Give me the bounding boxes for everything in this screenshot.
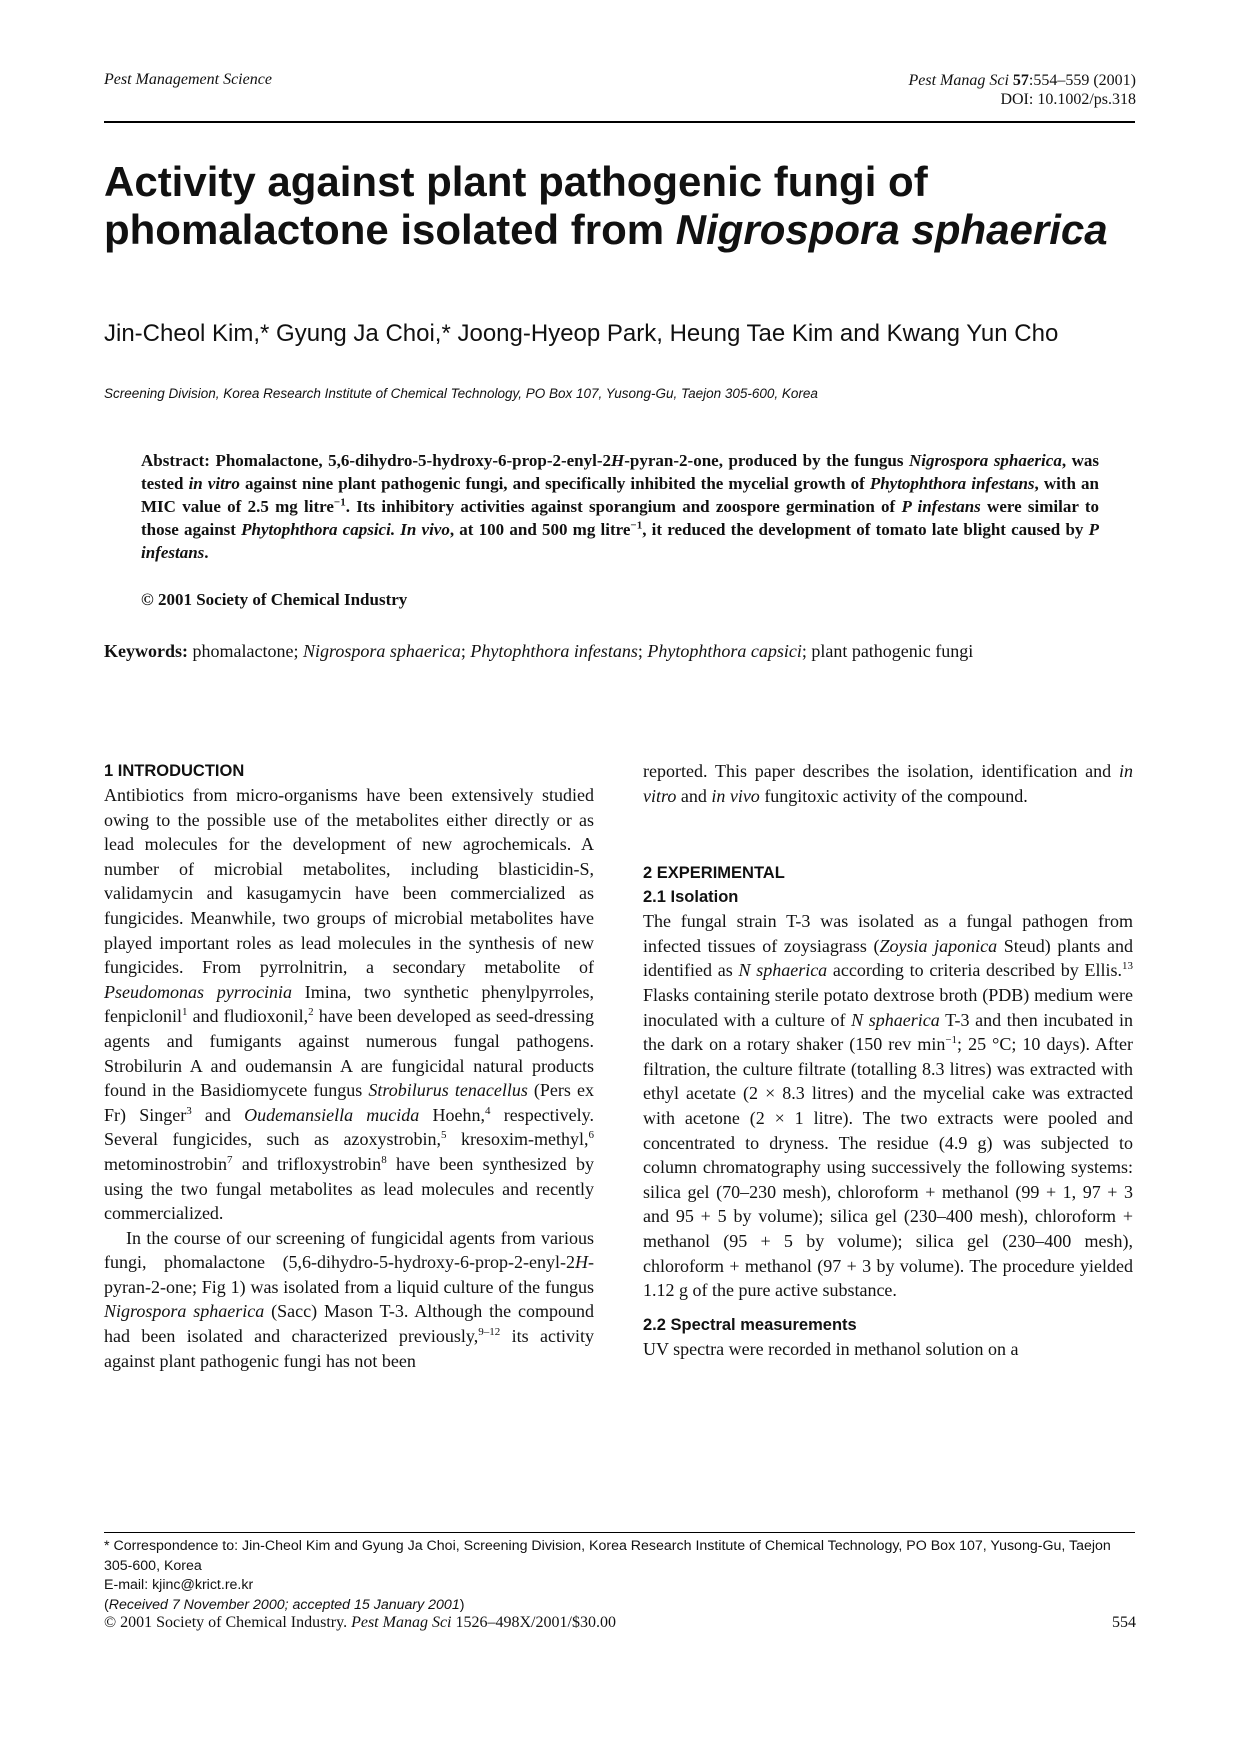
received-text: Received 7 November 2000; accepted 15 January 2001	[108, 1596, 460, 1613]
article-title	[104, 158, 1135, 254]
abstract	[141, 449, 1099, 564]
body-text: according to criteria described by Ellis.	[827, 960, 1122, 981]
body-text: (Pers ex Fr) Singer	[104, 1080, 594, 1125]
affiliation: Screening Division, Korea Research Institute of Chemical Technology, PO Box 107, Yusong-Gu, Taejon 305-600, Korea	[104, 386, 818, 401]
body-text: Steud) plants and identified as	[643, 935, 1134, 981]
body-italic: N sphaerica	[738, 960, 828, 981]
body-text: have been synthesized by using the two fungal metabolites as lead molecules and recently commercialized.	[104, 1153, 595, 1224]
subsection-heading-spectral: 2.2 Spectral measurements	[643, 1315, 857, 1334]
paren: (	[104, 1596, 109, 1613]
body-italic: Zoysia japonica	[879, 935, 998, 956]
citation-ref: 7	[227, 1153, 233, 1166]
keywords	[104, 640, 1135, 663]
abstract-text: . Its inhibitory activities against sporangium and zoospore germination of	[345, 497, 902, 516]
citation-abbrev: Pest Manag Sci	[908, 72, 1009, 89]
body-text: T-3 and then incubated in the dark on a rotary shaker (150 rev min	[643, 1009, 1133, 1055]
abstract-text: .	[204, 543, 209, 562]
body-column-left	[104, 759, 594, 1373]
abstract-italic: H	[611, 451, 625, 470]
paren: )	[459, 1596, 465, 1613]
citation-ref: 9–12	[478, 1326, 501, 1339]
body-paragraph	[643, 909, 1133, 1303]
abstract-text: , it reduced the development of tomato late blight caused by	[642, 520, 1089, 539]
footer-issn: 1526–498X/2001/$30.00	[451, 1614, 616, 1631]
body-text: Antibiotics from micro-organisms have been extensively studied owing to the possible use of the metabolites either directly or as lead molecules for the development of new agrochemicals. A number of microbial metabolites, including blasticidin-S, validamycin and kasugamycin have been commercialized as fungicides. Meanwhile, two groups of microbial metabolites have played important roles as lead molecules in the synthesis of new fungicides. From pyrrolnitrin, a secondary metabolite of	[104, 785, 594, 978]
authors: Jin-Cheol Kim,* Gyung Ja Choi,* Joong-Hyeop Park, Heung Tae Kim and Kwang Yun Cho	[104, 320, 1059, 347]
body-text: Hoehn,	[419, 1104, 485, 1125]
body-italic: Oudemansiella mucida	[244, 1104, 420, 1125]
footer-copyright: © 2001 Society of Chemical Industry.	[104, 1614, 352, 1631]
body-text: The fungal strain T-3 was isolated as a fungal pathogen from infected tissues of zoysiagrass (	[643, 911, 1133, 956]
abstract-italic: Phytophthora infestans	[869, 474, 1035, 493]
abstract-superscript: −1	[630, 519, 643, 532]
keyword-text: ; plant pathogenic fungi	[801, 641, 974, 661]
abstract-copyright: © 2001 Society of Chemical Industry	[141, 590, 408, 609]
body-superscript: −1	[945, 1034, 958, 1047]
body-paragraph: UV spectra were recorded in methanol solution on a	[643, 1338, 1019, 1359]
body-text: reported. This paper describes the isolation, identification and	[643, 761, 1119, 781]
header-rule	[104, 121, 1135, 123]
citation-ref: 13	[1122, 960, 1133, 973]
citation-ref: 8	[381, 1153, 387, 1166]
body-italic: Strobilurus tenacellus	[368, 1080, 528, 1101]
body-text: its activity against plant pathogenic fungi has not been	[104, 1326, 594, 1371]
abstract-superscript: −1	[333, 496, 346, 509]
title-text: Activity against plant pathogenic fungi of phomalactone isolated from	[104, 158, 928, 253]
body-text: ; 25 °C; 10 days). After filtration, the culture filtrate (totalling 8.3 litres) was extracted with ethyl acetate (2 × 8.3 litres) and the mycelial cake was extracted with acetone (2 × 1 litre). The two extracts were pooled and concentrated to dryness. The residue (4.9 g) was subjected to column chromatography using successively the following systems: silica gel (70–230 mesh), chloroform + methanol (99 + 1, 97 + 3 and 95 + 5 by volume); silica gel (230–400 mesh), chloroform + methanol (95 + 5 by volume); silica gel (230–400 mesh), chloroform + methanol (97 + 3 by volume). The procedure yielded 1.12 g of the pure active substance.	[643, 1034, 1133, 1301]
section-heading-experimental: 2 EXPERIMENTAL	[643, 864, 785, 883]
abstract-text: Abstract: Phomalactone, 5,6-dihydro-5-hydroxy-6-prop-2-enyl-2	[141, 451, 612, 470]
body-text: and	[676, 785, 712, 806]
body-italic: Pseudomonas pyrrocinia	[104, 981, 293, 1002]
received-dates	[104, 1596, 1135, 1616]
citation-ref: 5	[441, 1129, 447, 1142]
body-text: Imina, two synthetic phenylpyrroles, fenpiclonil	[104, 981, 594, 1027]
body-italic: in vitro	[643, 761, 1133, 806]
abstract-text: against nine plant pathogenic fungi, and specifically inhibited the mycelial growth of	[239, 474, 870, 493]
page-number: 554	[1112, 1614, 1136, 1631]
subsection-heading-isolation: 2.1 Isolation	[643, 888, 739, 907]
section-spacer	[643, 808, 1133, 861]
abstract-text: were similar to those against	[141, 497, 1100, 539]
abstract-text: , at 100 and 500 mg litre	[449, 520, 631, 539]
citation-ref: 4	[485, 1104, 491, 1117]
journal-name: Pest Management Science	[104, 71, 272, 88]
body-text: and	[191, 1104, 245, 1125]
body-italic: in vivo	[711, 785, 760, 806]
citation-ref: 2	[308, 1006, 314, 1019]
body-text: respectively. Several fungicides, such as azoxystrobin,	[104, 1104, 594, 1150]
doi: DOI: 10.1002/ps.318	[1000, 91, 1136, 108]
citation-ref: 6	[588, 1129, 594, 1142]
keyword-italic: Phytophthora infestans	[470, 641, 638, 661]
abstract-italic: P infestans	[901, 497, 981, 516]
footnote-rule	[104, 1532, 1135, 1533]
citation-ref: 3	[186, 1104, 192, 1117]
citation-ref: 1	[181, 1006, 188, 1019]
abstract-italic: Nigrospora sphaerica	[908, 451, 1062, 470]
abstract-italic: in vitro	[188, 474, 240, 493]
keyword-text: ;	[637, 641, 648, 661]
body-paragraph	[104, 1226, 594, 1374]
abstract-italic: Phytophthora capsici. In vivo	[241, 520, 450, 539]
body-text: have been developed as seed-dressing agents and fumigants against numerous fungal pathogens. Strobilurin A and oudemansin A are fungicidal natural products found in the Basidiomycete fungus	[104, 1006, 594, 1101]
citation-line	[908, 71, 1136, 90]
keyword-italic: Nigrospora sphaerica	[302, 641, 461, 661]
correspondence-note: * Correspondence to: Jin-Cheol Kim and Gyung Ja Choi, Screening Division, Korea Research Institute of Chemical Technology, PO Box 107, Yusong-Gu, Taejon 305-600, Korea	[104, 1538, 1111, 1574]
body-paragraph	[643, 759, 1133, 808]
keyword-italic: Phytophthora capsici	[647, 641, 802, 661]
keyword-text: ;	[460, 641, 471, 661]
body-italic: Nigrospora sphaerica	[104, 1301, 265, 1322]
keyword-text: phomalactone;	[188, 641, 303, 661]
body-text: In the course of our screening of fungicidal agents from various fungi, phomalactone (5,6-dihydro-5-hydroxy-6-prop-2-enyl-2	[104, 1227, 594, 1273]
body-text: kresoxim-methyl,	[446, 1129, 589, 1150]
section-heading-introduction: 1 INTRODUCTION	[104, 762, 245, 780]
citation-block	[908, 71, 1136, 109]
body-text: -pyran-2-one; Fig 1) was isolated from a liquid culture of the fungus	[104, 1252, 594, 1297]
body-text: fungitoxic activity of the compound.	[759, 785, 1028, 806]
citation-volume: 57	[1012, 72, 1029, 89]
body-text: and fludioxonil,	[187, 1006, 309, 1027]
body-italic: N sphaerica	[851, 1009, 940, 1030]
abstract-text: , was tested	[141, 451, 1099, 493]
abstract-text: , with an MIC value of 2.5 mg litre	[141, 474, 1099, 516]
footer-journal: Pest Manag Sci	[351, 1614, 452, 1631]
abstract-text: -pyran-2-one, produced by the fungus	[624, 451, 909, 470]
page-footer	[104, 1614, 1135, 1632]
body-text: and trifloxystrobin	[232, 1153, 382, 1174]
citation-pages: :554–559 (2001)	[1028, 72, 1136, 89]
title-italic: Nigrospora sphaerica	[675, 206, 1108, 253]
footnote	[104, 1537, 1135, 1615]
body-paragraph	[104, 783, 594, 1226]
body-column-right	[643, 759, 1133, 1361]
body-italic: H	[575, 1252, 588, 1273]
keywords-label: Keywords:	[104, 641, 188, 661]
body-text: metominostrobin	[104, 1153, 227, 1174]
section-spacer	[643, 1303, 1133, 1313]
abstract-italic: P infestans	[141, 520, 1099, 562]
body-text: Flasks containing sterile potato dextrose broth (PDB) medium were inoculated with a culture of	[643, 984, 1133, 1030]
body-text: (Sacc) Mason T-3. Although the compound had been isolated and characterized previously,	[104, 1301, 595, 1347]
correspondence-email: E-mail: kjinc@krict.re.kr	[104, 1577, 254, 1594]
